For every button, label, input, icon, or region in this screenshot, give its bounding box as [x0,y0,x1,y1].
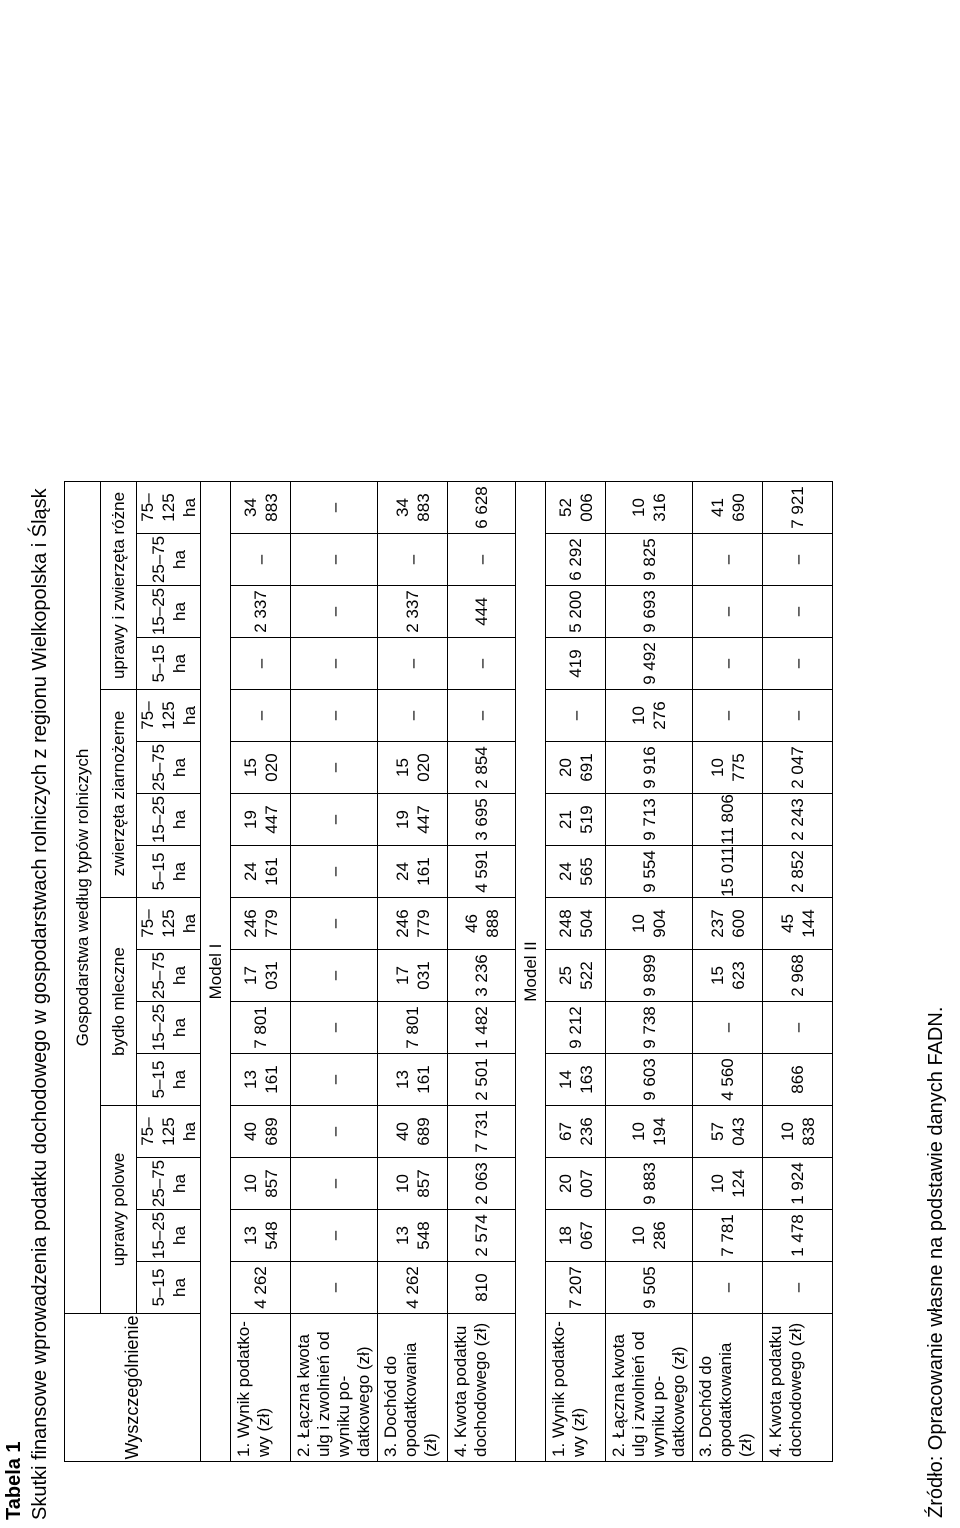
value-cell: – [693,586,763,638]
value-cell: 6 292 [546,534,606,586]
size-range: 15–25 [148,587,168,636]
value-cell: 34 883 [378,482,448,534]
value-cell: 9 505 [606,1262,693,1314]
size-range: 25–75 [148,743,168,792]
size-unit: ha [169,862,189,881]
size-range: 75–125 [138,1117,178,1146]
value-cell: – [291,690,378,742]
value-cell: 2 574 [448,1210,516,1262]
size-range: 5–15 [148,644,168,683]
value-cell: 10 838 [763,1106,833,1158]
value-cell: – [291,586,378,638]
value-cell: – [763,690,833,742]
value-cell: 14 163 [546,1054,606,1106]
size-range: 25–75 [148,1159,168,1208]
value-cell: 10 276 [606,690,693,742]
value-cell: 2 852 [763,846,833,898]
value-cell: – [291,1002,378,1054]
value-cell: – [291,1210,378,1262]
value-cell: 24 565 [546,846,606,898]
value-cell: – [378,638,448,690]
size-range: 15–25 [148,795,168,844]
value-cell: 9 554 [606,846,693,898]
value-cell: – [291,846,378,898]
value-cell: 67 236 [546,1106,606,1158]
value-cell: 46 888 [448,898,516,950]
value-cell: – [291,742,378,794]
size-range: 5–15 [148,1268,168,1307]
value-cell: 419 [546,638,606,690]
value-cell: 24 161 [378,846,448,898]
group-header: zwierzęta ziarnożerne [101,690,137,898]
value-cell: – [378,534,448,586]
row-label: 1. Wynik podatko-wy (zł) [231,1314,291,1462]
value-cell: 2 968 [763,950,833,1002]
value-cell: 52 006 [546,482,606,534]
value-cell: 45 144 [763,898,833,950]
value-cell: 24 161 [231,846,291,898]
size-range: 15–25 [148,1211,168,1260]
value-cell: – [291,1054,378,1106]
table-row [546,482,606,1462]
size-class-header [137,534,201,586]
size-class-header [137,898,201,950]
size-class-header [137,1054,201,1106]
value-cell: 3 695 [448,794,516,846]
value-cell: 13 161 [378,1054,448,1106]
size-range: 15–25 [148,1003,168,1052]
value-cell: 10 775 [693,742,763,794]
value-cell: – [448,638,516,690]
value-cell: – [291,638,378,690]
size-class-header [137,742,201,794]
value-cell: 9 693 [606,586,693,638]
size-unit: ha [169,758,189,777]
value-cell: – [693,638,763,690]
row-label: 1. Wynik podatko-wy (zł) [546,1314,606,1462]
size-range: 5–15 [148,852,168,891]
row-label: 2. Łączna kwota ulg i zwolnień od wyniku po-datkowego (zł) [606,1314,693,1462]
group-header: uprawy polowe [101,1106,137,1314]
value-cell: 10 857 [378,1158,448,1210]
size-class-header [137,1158,201,1210]
value-cell: 9 212 [546,1002,606,1054]
value-cell: – [291,1106,378,1158]
value-cell: – [378,690,448,742]
value-cell: 21 519 [546,794,606,846]
value-cell: – [291,1158,378,1210]
value-cell: 1 924 [763,1158,833,1210]
value-cell: – [291,950,378,1002]
group-header: uprawy i zwierzęta różne [101,482,137,690]
value-cell: 19 447 [231,794,291,846]
value-cell: 2 501 [448,1054,516,1106]
size-class-header [137,1262,201,1314]
value-cell: 57 043 [693,1106,763,1158]
size-unit: ha [169,1018,189,1037]
value-cell: 10 904 [606,898,693,950]
value-cell: – [231,534,291,586]
size-class-header [137,1106,201,1158]
value-cell: – [291,1262,378,1314]
value-cell: 10 194 [606,1106,693,1158]
corner-header: Wyszczególnienie [65,1314,201,1462]
value-cell: 2 337 [378,586,448,638]
size-unit: ha [169,654,189,673]
value-cell: 1 478 [763,1210,833,1262]
value-cell: – [546,690,606,742]
size-range: 5–15 [148,1060,168,1099]
value-cell: 7 731 [448,1106,516,1158]
value-cell: 18 067 [546,1210,606,1262]
value-cell: 237 600 [693,898,763,950]
group-header: bydło mleczne [101,898,137,1106]
size-class-header [137,586,201,638]
value-cell: 246 779 [378,898,448,950]
value-cell: – [291,534,378,586]
value-cell: 7 207 [546,1262,606,1314]
row-label: 3. Dochód do opodatkowania (zł) [693,1314,763,1462]
value-cell: – [291,482,378,534]
value-cell: 11 806 [693,794,763,846]
value-cell: – [448,690,516,742]
table-row [606,482,693,1462]
value-cell: – [693,690,763,742]
value-cell: – [693,1262,763,1314]
top-header: Gospodarstwa według typów rolniczych [65,482,101,1314]
size-unit: ha [169,1174,189,1193]
row-label: 4. Kwota podatku dochodowego (zł) [448,1314,516,1462]
table-row [448,482,516,1462]
size-range: 75–125 [138,493,178,522]
value-cell: – [291,898,378,950]
value-cell: 10 286 [606,1210,693,1262]
value-cell: 246 779 [231,898,291,950]
value-cell: 10 857 [231,1158,291,1210]
value-cell: 248 504 [546,898,606,950]
value-cell: 19 447 [378,794,448,846]
value-cell: 2 047 [763,742,833,794]
size-class-header [137,794,201,846]
value-cell: 20 691 [546,742,606,794]
value-cell: 10 316 [606,482,693,534]
value-cell: – [763,638,833,690]
value-cell: 10 124 [693,1158,763,1210]
size-unit: ha [169,966,189,985]
table-row [231,482,291,1462]
value-cell: 444 [448,586,516,638]
model-header: Model II [516,482,546,1462]
value-cell: 13 548 [231,1210,291,1262]
size-unit: ha [169,1070,189,1089]
size-class-header [137,950,201,1002]
size-class-header [137,638,201,690]
row-label: 3. Dochód do opodatkowania (zł) [378,1314,448,1462]
value-cell: 810 [448,1262,516,1314]
data-table [64,481,833,1462]
value-cell: 866 [763,1054,833,1106]
value-cell: 9 825 [606,534,693,586]
size-unit: ha [180,706,199,725]
value-cell: 15 011 [693,846,763,898]
value-cell: 4 262 [378,1262,448,1314]
size-range: 25–75 [148,951,168,1000]
size-unit: ha [180,1122,199,1141]
size-range: 75–125 [138,701,178,730]
value-cell: 13 548 [378,1210,448,1262]
table-row [693,482,763,1462]
value-cell: 7 801 [378,1002,448,1054]
table-label: Tabela 1 [3,1441,25,1520]
size-unit: ha [180,914,199,933]
size-unit: ha [169,1278,189,1297]
value-cell: 9 738 [606,1002,693,1054]
value-cell: 20 007 [546,1158,606,1210]
value-cell: 34 883 [231,482,291,534]
size-class-header [137,1002,201,1054]
size-class-header [137,690,201,742]
value-cell: 2 063 [448,1158,516,1210]
size-unit: ha [169,602,189,621]
value-cell: 4 262 [231,1262,291,1314]
value-cell: – [231,690,291,742]
table-title: Skutki finansowe wprowadzenia podatku dochodowego w gospodarstwach rolniczych z regionu Wielkopolska i Śląsk [29,488,51,1520]
value-cell: 9 899 [606,950,693,1002]
table-row [378,482,448,1462]
value-cell: 7 781 [693,1210,763,1262]
value-cell: 9 883 [606,1158,693,1210]
value-cell: 9 603 [606,1054,693,1106]
table-row [291,482,378,1462]
value-cell: 15 020 [378,742,448,794]
value-cell: 9 492 [606,638,693,690]
value-cell: – [763,534,833,586]
value-cell: – [231,638,291,690]
value-cell: 6 628 [448,482,516,534]
value-cell: 9 713 [606,794,693,846]
size-unit: ha [169,1226,189,1245]
value-cell: – [693,1002,763,1054]
value-cell: – [448,534,516,586]
value-cell: 2 337 [231,586,291,638]
size-range: 75–125 [138,909,178,938]
size-unit: ha [180,498,199,517]
value-cell: – [763,586,833,638]
row-label: 4. Kwota podatku dochodowego (zł) [763,1314,833,1462]
table-row [763,482,833,1462]
value-cell: 9 916 [606,742,693,794]
size-class-header [137,846,201,898]
size-class-header [137,1210,201,1262]
size-unit: ha [169,550,189,569]
value-cell: 17 031 [231,950,291,1002]
size-unit: ha [169,810,189,829]
value-cell: 13 161 [231,1054,291,1106]
model-header: Model I [201,482,231,1462]
value-cell: – [291,794,378,846]
value-cell: 15 020 [231,742,291,794]
value-cell: 5 200 [546,586,606,638]
value-cell: 25 522 [546,950,606,1002]
value-cell: – [763,1262,833,1314]
value-cell: 40 689 [231,1106,291,1158]
value-cell: 4 560 [693,1054,763,1106]
value-cell: – [763,1002,833,1054]
row-label: 2. Łączna kwota ulg i zwolnień od wyniku po-datkowego (zł) [291,1314,378,1462]
value-cell: 41 690 [693,482,763,534]
value-cell: 15 623 [693,950,763,1002]
value-cell: 3 236 [448,950,516,1002]
value-cell: 2 854 [448,742,516,794]
source-note: Źródło: Opracowanie własne na podstawie danych FADN. [925,1006,947,1518]
value-cell: 40 689 [378,1106,448,1158]
value-cell: 7 921 [763,482,833,534]
size-class-header [137,482,201,534]
value-cell: 4 591 [448,846,516,898]
value-cell: 17 031 [378,950,448,1002]
value-cell: 1 482 [448,1002,516,1054]
size-range: 25–75 [148,535,168,584]
value-cell: 7 801 [231,1002,291,1054]
value-cell: 2 243 [763,794,833,846]
value-cell: – [693,534,763,586]
